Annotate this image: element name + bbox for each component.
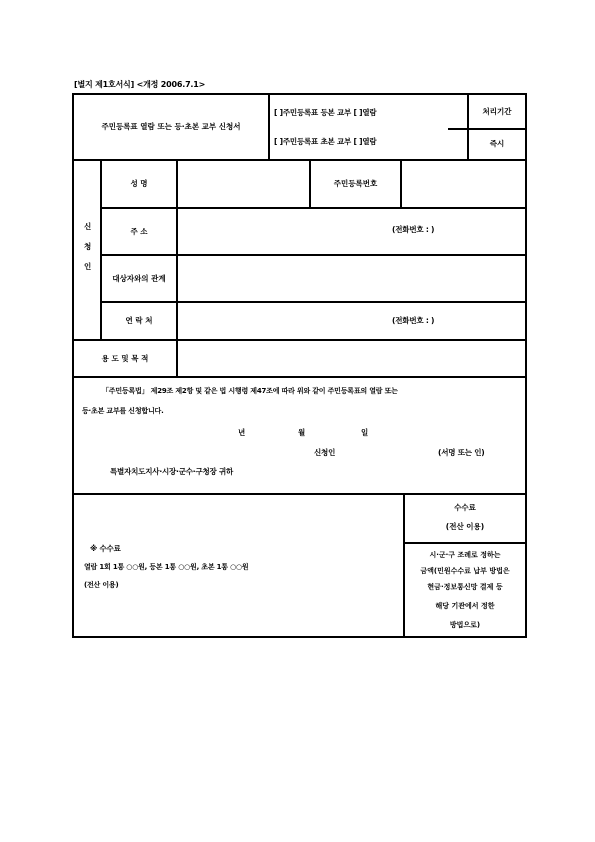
declaration-line-1: 「주민등록법」 제29조 제2항 및 같은 법 시행령 제47조에 따라 위와 같이 주민등록표의 열람 또는 xyxy=(102,387,398,395)
applicant-side-label-1: 신 xyxy=(84,222,92,231)
contact-phone-note: (전화번호 : ) xyxy=(392,316,435,325)
option-certificate: [ ]주민등록표 등본 교부 [ ]열람 xyxy=(274,108,377,117)
applicant-side-label-2: 청 xyxy=(84,242,92,251)
rrn-field[interactable] xyxy=(402,161,525,207)
purpose-field[interactable] xyxy=(178,341,525,376)
declaration-line-2: 등·초본 교부를 신청합니다. xyxy=(82,407,164,415)
name-field[interactable] xyxy=(178,161,309,207)
contact-label: 연 락 처 xyxy=(125,316,153,326)
application-form xyxy=(72,93,527,638)
date-year: 년 xyxy=(238,428,246,437)
date-month: 월 xyxy=(298,428,306,437)
processing-period-label: 처리기간 xyxy=(482,106,512,116)
fee-body-5: 방법으로) xyxy=(449,620,481,629)
notes-text-1: 열람 1회 1통 ○○원, 등본 1통 ○○원, 초본 1통 ○○원 xyxy=(84,563,249,571)
processing-period-value: 즉시 xyxy=(489,139,505,149)
fee-body-3: 현금·정보통신망 결제 등 xyxy=(427,582,503,591)
option-abstract: [ ]주민등록표 초본 교부 [ ]열람 xyxy=(274,137,377,146)
address-phone-note: (전화번호 : ) xyxy=(392,225,435,234)
recipient: 특별자치도지사·시장·군수·구청장 귀하 xyxy=(110,467,234,476)
notes-text-2: (전산 이용) xyxy=(84,581,119,589)
applicant-side-label-3: 인 xyxy=(84,262,92,271)
contact-field[interactable] xyxy=(178,303,525,339)
relation-field[interactable] xyxy=(178,256,525,301)
fee-body-1: 시·군·구 조례로 정하는 xyxy=(429,550,501,559)
purpose-label: 용 도 및 목 적 xyxy=(101,353,149,363)
relation-label: 대상자와의 관계 xyxy=(112,273,166,283)
form-title: 주민등록표 열람 또는 등·초본 교부 신청서 xyxy=(101,122,241,132)
notes-label: ※ 수수료 xyxy=(90,544,121,553)
form-reference: [별지 제1호서식] <개정 2006.7.1> xyxy=(74,80,206,89)
fee-title-1: 수수료 xyxy=(454,503,476,513)
name-label: 성 명 xyxy=(130,179,148,189)
rrn-label: 주민등록번호 xyxy=(333,179,378,189)
signer-label: 신청인 xyxy=(314,448,336,457)
date-day: 일 xyxy=(361,428,369,437)
address-label: 주 소 xyxy=(130,226,148,236)
address-field[interactable] xyxy=(178,209,525,254)
fee-title-2: (전산 이용) xyxy=(445,522,485,532)
fee-body-2: 금액(민원수수료 납부 방법은 xyxy=(420,566,510,575)
fee-body-4: 해당 기관에서 정한 xyxy=(435,601,495,610)
signature-note[interactable]: (서명 또는 인) xyxy=(438,448,485,457)
